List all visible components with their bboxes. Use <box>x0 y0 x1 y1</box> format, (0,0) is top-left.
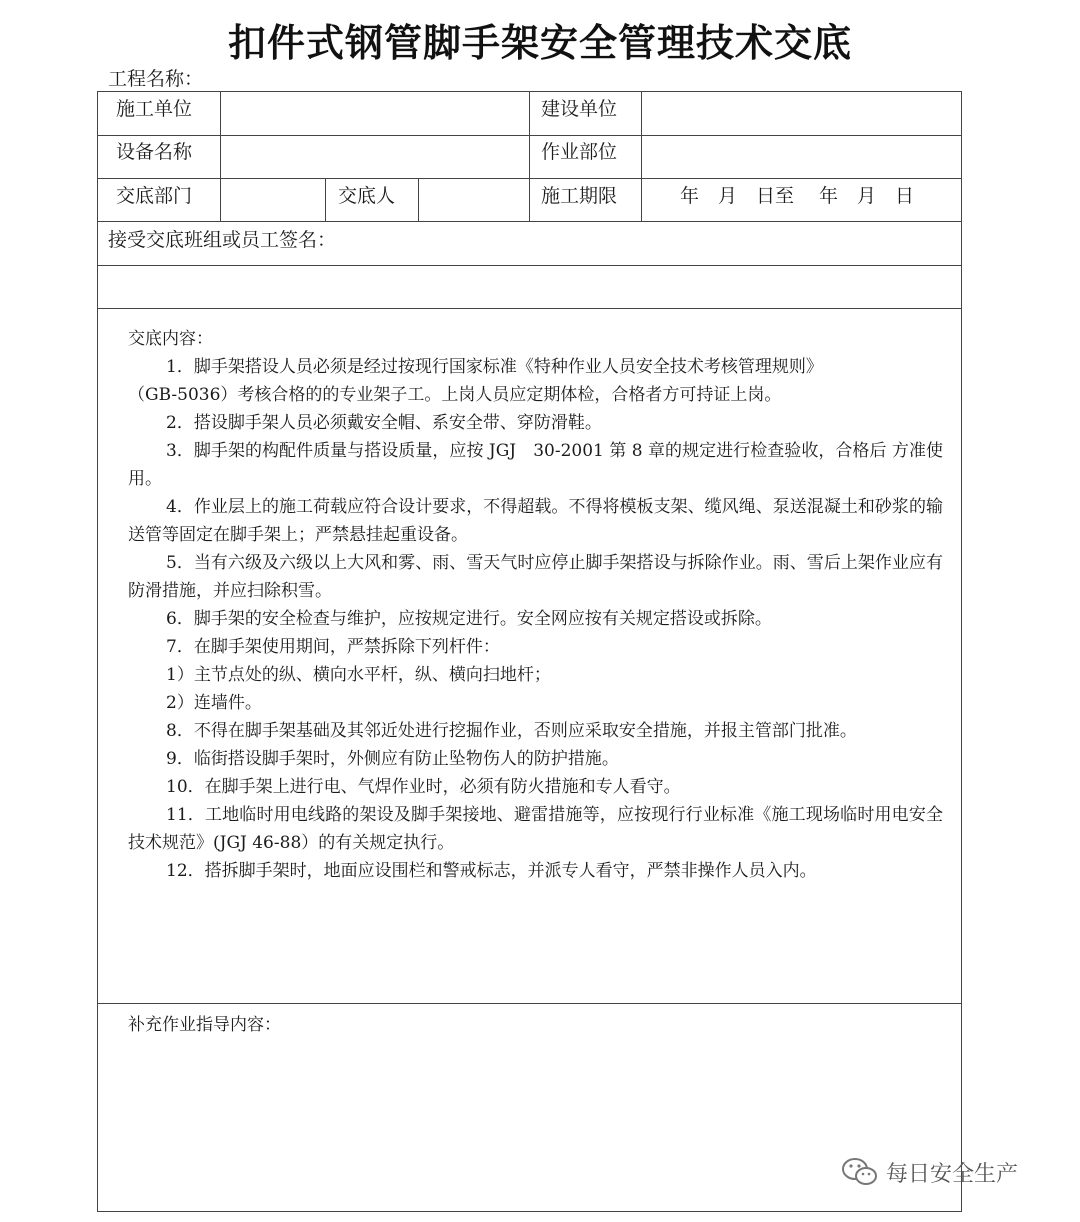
content-paragraph: （GB-5036）考核合格的的专业架子工。上岗人员应定期体检，合格者方可持证上岗。 <box>128 385 782 405</box>
content-paragraph: 11．工地临时用电线路的架设及脚手架接地、避雷措施等，应按现行行业标准《施工现场临时用电安全技术规范》(JGJ 46-88）的有关规定执行。 <box>128 805 943 853</box>
discloser-label: 交底人 <box>338 185 396 207</box>
content-paragraph: 1）主节点处的纵、横向水平杆，纵、横向扫地杆； <box>166 665 551 685</box>
receiver-signature-label: 接受交底班组或员工签名： <box>108 229 337 251</box>
building-unit-label: 建设单位 <box>541 98 618 120</box>
row-divider <box>98 265 961 266</box>
col-divider <box>418 178 419 221</box>
content-paragraph: 5．当有六级及六级以上大风和雾、雨、雪天气时应停止脚手架搭设与拆除作业。雨、雪后上架作业应有防滑措施，并应扫除积雪。 <box>128 553 943 601</box>
disclosure-dept-label: 交底部门 <box>116 185 193 207</box>
content-paragraph: 10．在脚手架上进行电、气焊作业时，必须有防火措施和专人看守。 <box>166 777 681 797</box>
work-location-label: 作业部位 <box>541 141 618 163</box>
content-paragraph: 9．临街搭设脚手架时，外侧应有防止坠物伤人的防护措施。 <box>166 749 619 769</box>
col-divider <box>529 92 530 221</box>
disclosure-form <box>97 91 962 1212</box>
content-paragraph: 12．搭拆脚手架时，地面应设围栏和警戒标志，并派专人看守，严禁非操作人员入内。 <box>166 861 817 881</box>
construction-unit-label: 施工单位 <box>116 98 193 120</box>
col-divider <box>220 92 221 221</box>
project-name-label: 工程名称： <box>108 68 204 90</box>
content-paragraph: 4．作业层上的施工荷载应符合设计要求，不得超载。不得将模板支架、缆风绳、泵送混凝土和砂浆的输送管等固定在脚手架上；严禁悬挂起重设备。 <box>128 497 943 545</box>
row-divider <box>98 308 961 309</box>
watermark-text: 每日安全生产 <box>886 1161 1019 1187</box>
disclosure-content <box>128 325 943 885</box>
supplement-heading: 补充作业指导内容： <box>128 1015 281 1035</box>
content-paragraph: 2）连墙件。 <box>166 693 262 713</box>
content-paragraph: 1．脚手架搭设人员必须是经过按现行国家标准《特种作业人员安全技术考核管理规则》 <box>166 357 823 377</box>
content-paragraph: 6．脚手架的安全检查与维护，应按规定进行。安全网应按有关规定搭设或拆除。 <box>166 609 772 629</box>
construction-period-value: 年 月 日至 年 月 日 <box>680 185 915 207</box>
row-divider <box>98 1003 961 1004</box>
content-paragraph: 3．脚手架的构配件质量与搭设质量，应按 JGJ 30-2001 第 8 章的规定进行检查验收，合格后 方准使用。 <box>128 441 943 489</box>
row-divider <box>98 221 961 222</box>
content-paragraph: 2．搭设脚手架人员必须戴安全帽、系安全带、穿防滑鞋。 <box>166 413 602 433</box>
content-paragraph: 8．不得在脚手架基础及其邻近处进行挖掘作业，否则应采取安全措施，并报主管部门批准。 <box>166 721 857 741</box>
watermark <box>840 1156 1018 1188</box>
wechat-icon <box>840 1156 880 1188</box>
col-divider <box>641 92 642 221</box>
document-title: 扣件式钢管脚手架安全管理技术交底 <box>227 21 852 65</box>
col-divider <box>325 178 326 221</box>
content-heading: 交底内容： <box>128 329 213 349</box>
equipment-name-label: 设备名称 <box>116 141 193 163</box>
content-paragraph: 7．在脚手架使用期间，严禁拆除下列杆件： <box>166 637 500 657</box>
construction-period-label: 施工期限 <box>541 185 618 207</box>
